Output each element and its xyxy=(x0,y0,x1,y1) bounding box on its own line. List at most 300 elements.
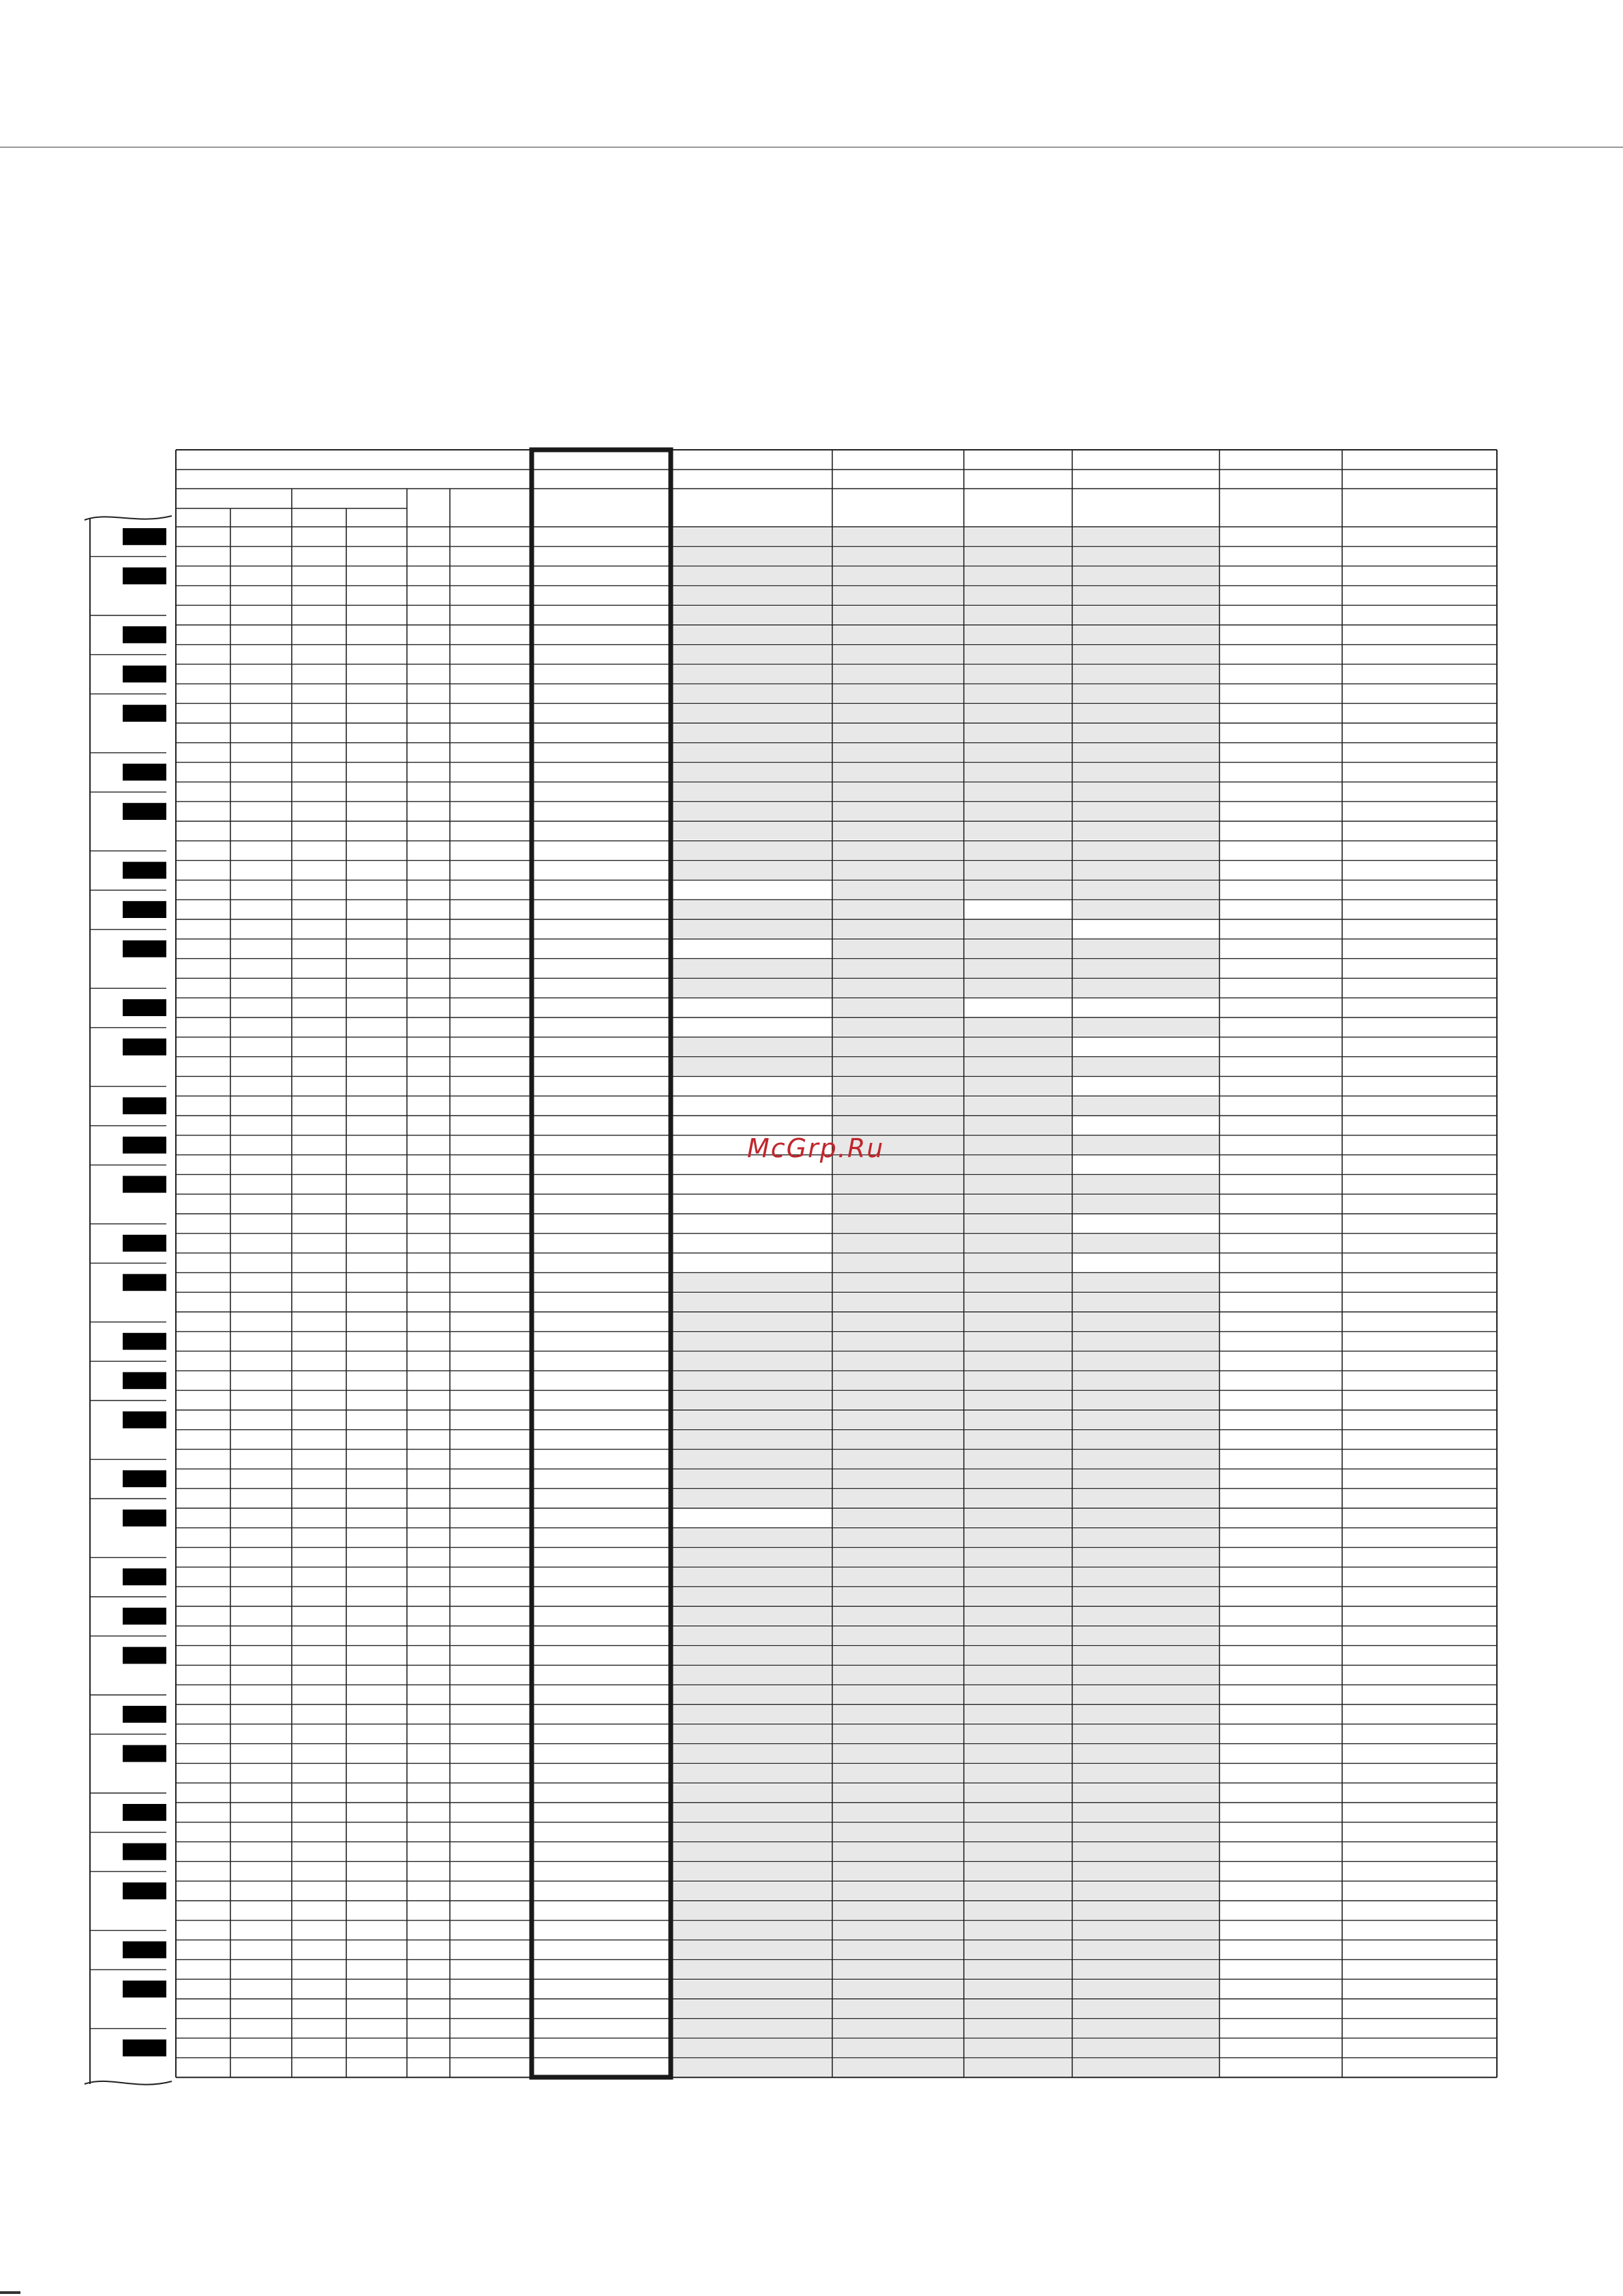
shaded-cell xyxy=(1073,2039,1219,2057)
shaded-cell xyxy=(833,1450,963,1468)
black-key xyxy=(123,1882,166,1899)
shaded-cell xyxy=(833,1706,963,1724)
shaded-cell xyxy=(965,1254,1072,1272)
black-key xyxy=(123,901,166,918)
shaded-cell xyxy=(965,1019,1072,1037)
shaded-cell xyxy=(965,1470,1072,1488)
shaded-cell xyxy=(1073,1372,1219,1390)
shaded-cell xyxy=(1073,1313,1219,1331)
black-key xyxy=(123,528,166,545)
shaded-cell xyxy=(671,1902,832,1920)
shaded-cell xyxy=(965,1706,1072,1724)
shaded-cell xyxy=(1073,528,1219,546)
shaded-cell xyxy=(833,1254,963,1272)
shaded-cell xyxy=(1073,1352,1219,1370)
shaded-cell xyxy=(965,1863,1072,1880)
black-key xyxy=(123,1137,166,1154)
shaded-cells xyxy=(671,528,1219,2077)
black-key xyxy=(123,1039,166,1056)
shaded-cell xyxy=(1073,1941,1219,1959)
shaded-cell xyxy=(833,1332,963,1350)
shaded-cell xyxy=(1073,1058,1219,1075)
shaded-cell xyxy=(671,1352,832,1370)
shaded-cell xyxy=(671,1764,832,1782)
shaded-cell xyxy=(833,2059,963,2077)
shaded-cell xyxy=(965,547,1072,565)
shaded-cell xyxy=(671,1961,832,1978)
shaded-cell xyxy=(1073,2059,1219,2077)
shaded-cell xyxy=(1073,1450,1219,1468)
shaded-cell xyxy=(671,979,832,997)
shaded-cell xyxy=(833,1510,963,1527)
shaded-cell xyxy=(965,1176,1072,1193)
shaded-cell xyxy=(671,803,832,821)
shaded-cell xyxy=(965,2000,1072,2018)
shaded-cell xyxy=(833,881,963,899)
shaded-cell xyxy=(1073,1392,1219,1409)
shaded-cell xyxy=(965,1352,1072,1370)
shaded-cell xyxy=(671,1666,832,1684)
shaded-cell xyxy=(1073,1804,1219,1822)
shaded-cell xyxy=(671,1430,832,1448)
piano-keyboard xyxy=(85,516,172,2085)
shaded-cell xyxy=(833,1804,963,1822)
shaded-cell xyxy=(671,1980,832,1998)
shaded-cell xyxy=(1073,1745,1219,1762)
shaded-cell xyxy=(965,1568,1072,1586)
shaded-cell xyxy=(833,607,963,624)
shaded-cell xyxy=(965,1686,1072,1704)
black-key xyxy=(123,1510,166,1527)
shaded-cell xyxy=(833,921,963,938)
shaded-cell xyxy=(833,1863,963,1880)
black-key xyxy=(123,1333,166,1350)
shaded-cell xyxy=(965,823,1072,840)
shaded-cell xyxy=(965,1490,1072,1507)
shaded-cell xyxy=(1073,665,1219,683)
shaded-cell xyxy=(1073,724,1219,742)
shaded-cell xyxy=(1073,1470,1219,1488)
black-key xyxy=(123,1608,166,1625)
shaded-cell xyxy=(965,587,1072,604)
shaded-cell xyxy=(965,1961,1072,1978)
shaded-cell xyxy=(833,861,963,879)
shaded-cell xyxy=(671,1450,832,1468)
shaded-cell xyxy=(965,567,1072,585)
shaded-cell xyxy=(671,1568,832,1586)
shaded-cell xyxy=(965,626,1072,644)
shaded-cell xyxy=(671,2019,832,2037)
shaded-cell xyxy=(1073,1019,1219,1037)
shaded-cell xyxy=(671,1725,832,1743)
shaded-cell xyxy=(671,1294,832,1311)
shaded-cell xyxy=(1073,1764,1219,1782)
shaded-cell xyxy=(671,960,832,977)
shaded-cell xyxy=(1073,1647,1219,1664)
shaded-cell xyxy=(833,1038,963,1056)
shaded-cell xyxy=(965,1627,1072,1644)
black-key xyxy=(123,1176,166,1193)
shaded-cell xyxy=(671,685,832,703)
black-key xyxy=(123,666,166,683)
shaded-cell xyxy=(833,1843,963,1861)
shaded-cell xyxy=(965,1215,1072,1233)
shaded-cell xyxy=(1073,1430,1219,1448)
shaded-cell xyxy=(1073,842,1219,859)
shaded-cell xyxy=(1073,1176,1219,1193)
shaded-cell xyxy=(1073,1490,1219,1507)
shaded-cell xyxy=(671,2059,832,2077)
shaded-cell xyxy=(965,1411,1072,1429)
shaded-cell xyxy=(671,1921,832,1939)
shaded-cell xyxy=(833,645,963,663)
shaded-cell xyxy=(833,901,963,919)
black-key xyxy=(123,1804,166,1821)
shaded-cell xyxy=(671,724,832,742)
shaded-cell xyxy=(833,1215,963,1233)
shaded-cell xyxy=(833,1902,963,1920)
shaded-cell xyxy=(671,1647,832,1664)
shaded-cell xyxy=(833,1686,963,1704)
shaded-cell xyxy=(833,1980,963,1998)
shaded-cell xyxy=(671,1332,832,1350)
shaded-cell xyxy=(1073,705,1219,722)
shaded-cell xyxy=(965,1058,1072,1075)
black-key xyxy=(123,1097,166,1114)
shaded-cell xyxy=(1073,763,1219,781)
shaded-cell xyxy=(671,587,832,604)
shaded-cell xyxy=(1073,1921,1219,1939)
shaded-cell xyxy=(1073,901,1219,919)
shaded-cell xyxy=(833,1745,963,1762)
shaded-cell xyxy=(833,1490,963,1507)
black-key xyxy=(123,1647,166,1664)
shaded-cell xyxy=(1073,1234,1219,1252)
shaded-cell xyxy=(1073,1863,1219,1880)
shaded-cell xyxy=(965,665,1072,683)
shaded-cell xyxy=(671,1490,832,1507)
shaded-cell xyxy=(1073,744,1219,761)
shaded-cell xyxy=(965,645,1072,663)
shaded-cell xyxy=(833,1195,963,1213)
shaded-cell xyxy=(833,567,963,585)
shaded-cell xyxy=(671,1863,832,1880)
shaded-cell xyxy=(965,1077,1072,1095)
shaded-cell xyxy=(1073,1195,1219,1213)
shaded-cell xyxy=(1073,1843,1219,1861)
shaded-cell xyxy=(671,1529,832,1546)
black-key xyxy=(123,1235,166,1252)
shaded-cell xyxy=(965,1332,1072,1350)
shaded-cell xyxy=(671,1588,832,1606)
shaded-cell xyxy=(833,2019,963,2037)
keyboard-break-top xyxy=(85,516,172,520)
shaded-cell xyxy=(965,783,1072,801)
shaded-cell xyxy=(833,999,963,1017)
shaded-cell xyxy=(671,1411,832,1429)
shaded-cell xyxy=(671,744,832,761)
shaded-cell xyxy=(965,1764,1072,1782)
shaded-cell xyxy=(965,1548,1072,1566)
shaded-cell xyxy=(965,1941,1072,1959)
shaded-cell xyxy=(965,842,1072,859)
shaded-cell xyxy=(833,823,963,840)
shaded-cell xyxy=(833,547,963,565)
shaded-cell xyxy=(1073,960,1219,977)
highlight-column-frame xyxy=(532,450,671,2077)
shaded-cell xyxy=(1073,940,1219,958)
shaded-cell xyxy=(833,1372,963,1390)
shaded-cell xyxy=(965,2019,1072,2037)
shaded-cell xyxy=(1073,1706,1219,1724)
shaded-cell xyxy=(833,1961,963,1978)
shaded-cell xyxy=(671,1274,832,1291)
shaded-cell xyxy=(965,1234,1072,1252)
black-key xyxy=(123,2040,166,2057)
black-key xyxy=(123,568,166,585)
shaded-cell xyxy=(965,1725,1072,1743)
shaded-cell xyxy=(1073,1548,1219,1566)
shaded-cell xyxy=(671,1608,832,1625)
shaded-cell xyxy=(965,1588,1072,1606)
shaded-cell xyxy=(965,1294,1072,1311)
shaded-cell xyxy=(671,783,832,801)
watermark-text: McGrp.Ru xyxy=(747,1133,885,1163)
shaded-cell xyxy=(671,2039,832,2057)
shaded-cell xyxy=(833,1097,963,1115)
shaded-cell xyxy=(833,783,963,801)
shaded-cell xyxy=(671,626,832,644)
shaded-cell xyxy=(833,1647,963,1664)
shaded-cell xyxy=(965,1666,1072,1684)
shaded-cell xyxy=(833,1548,963,1566)
shaded-cell xyxy=(965,1804,1072,1822)
shaded-cell xyxy=(833,1725,963,1743)
black-key xyxy=(123,764,166,781)
shaded-cell xyxy=(833,1313,963,1331)
shaded-cell xyxy=(1073,1725,1219,1743)
shaded-cell xyxy=(671,1882,832,1900)
black-key xyxy=(123,803,166,820)
shaded-cell xyxy=(671,2000,832,2018)
shaded-cell xyxy=(833,1882,963,1900)
shaded-cell xyxy=(833,1921,963,1939)
shaded-cell xyxy=(671,763,832,781)
shaded-cell xyxy=(1073,783,1219,801)
shaded-cell xyxy=(833,940,963,958)
shaded-cell xyxy=(965,763,1072,781)
shaded-cell xyxy=(833,724,963,742)
shaded-cell xyxy=(833,685,963,703)
shaded-cell xyxy=(833,1627,963,1644)
shaded-cell xyxy=(1073,587,1219,604)
shaded-cell xyxy=(1073,1961,1219,1978)
shaded-cell xyxy=(1073,979,1219,997)
shaded-cell xyxy=(1073,1332,1219,1350)
shaded-cell xyxy=(1073,645,1219,663)
black-key xyxy=(123,999,166,1016)
shaded-cell xyxy=(1073,1294,1219,1311)
black-key xyxy=(123,862,166,879)
shaded-cell xyxy=(833,1608,963,1625)
shaded-cell xyxy=(1073,1882,1219,1900)
black-key xyxy=(123,1942,166,1959)
shaded-cell xyxy=(671,1470,832,1488)
shaded-cell xyxy=(671,1784,832,1802)
shaded-cell xyxy=(833,665,963,683)
shaded-cell xyxy=(965,940,1072,958)
shaded-cell xyxy=(833,1588,963,1606)
shaded-cell xyxy=(965,1784,1072,1802)
shaded-cell xyxy=(1073,1588,1219,1606)
shaded-cell xyxy=(965,1980,1072,1998)
shaded-cell xyxy=(833,1470,963,1488)
shaded-cell xyxy=(833,1176,963,1193)
corner-mark xyxy=(0,2291,20,2294)
black-key xyxy=(123,940,166,958)
shaded-cell xyxy=(965,1921,1072,1939)
shaded-cell xyxy=(1073,1784,1219,1802)
shaded-cell xyxy=(965,528,1072,546)
shaded-cell xyxy=(965,1274,1072,1291)
shaded-cell xyxy=(833,1430,963,1448)
shaded-cell xyxy=(965,1117,1072,1135)
shaded-cell xyxy=(833,2000,963,2018)
shaded-cell xyxy=(965,803,1072,821)
shaded-cell xyxy=(833,1411,963,1429)
shaded-cell xyxy=(965,1902,1072,1920)
shaded-cell xyxy=(965,1136,1072,1154)
shaded-cell xyxy=(965,1038,1072,1056)
shaded-cell xyxy=(1073,1136,1219,1154)
shaded-cell xyxy=(671,823,832,840)
shaded-cell xyxy=(671,1313,832,1331)
shaded-cell xyxy=(1073,1097,1219,1115)
shaded-cell xyxy=(1073,607,1219,624)
shaded-cell xyxy=(833,528,963,546)
shaded-cell xyxy=(965,724,1072,742)
shaded-cell xyxy=(833,1077,963,1095)
shaded-cell xyxy=(1073,1686,1219,1704)
shaded-cell xyxy=(671,665,832,683)
shaded-cell xyxy=(1073,547,1219,565)
shaded-cell xyxy=(833,626,963,644)
shaded-cell xyxy=(965,881,1072,899)
shaded-cell xyxy=(833,744,963,761)
shaded-cell xyxy=(1073,1627,1219,1644)
shaded-cell xyxy=(671,607,832,624)
black-key xyxy=(123,1706,166,1723)
shaded-cell xyxy=(1073,1529,1219,1546)
shaded-cell xyxy=(965,1608,1072,1625)
shaded-cell xyxy=(965,1430,1072,1448)
shaded-cell xyxy=(833,1529,963,1546)
shaded-cell xyxy=(965,1647,1072,1664)
black-key xyxy=(123,1980,166,1997)
shaded-cell xyxy=(833,1294,963,1311)
shaded-cell xyxy=(1073,1411,1219,1429)
shaded-cell xyxy=(671,567,832,585)
shaded-cell xyxy=(833,979,963,997)
shaded-cell xyxy=(1073,1608,1219,1625)
shaded-cell xyxy=(833,1764,963,1782)
shaded-cell xyxy=(1073,1902,1219,1920)
shaded-cell xyxy=(965,1372,1072,1390)
black-key xyxy=(123,1568,166,1585)
shaded-cell xyxy=(671,528,832,546)
shaded-cell xyxy=(1073,1510,1219,1527)
shaded-cell xyxy=(965,705,1072,722)
shaded-cell xyxy=(1073,803,1219,821)
shaded-cell xyxy=(965,1843,1072,1861)
shaded-cell xyxy=(671,1706,832,1724)
shaded-cell xyxy=(965,1529,1072,1546)
shaded-cell xyxy=(833,1784,963,1802)
shaded-cell xyxy=(1073,685,1219,703)
shaded-cell xyxy=(1073,881,1219,899)
shaded-cell xyxy=(965,1882,1072,1900)
shaded-cell xyxy=(1073,1568,1219,1586)
black-key xyxy=(123,1274,166,1291)
shaded-cell xyxy=(671,705,832,722)
shaded-cell xyxy=(671,1941,832,1959)
shaded-cell xyxy=(671,1058,832,1075)
black-key xyxy=(123,1411,166,1428)
shaded-cell xyxy=(965,979,1072,997)
shaded-cell xyxy=(1073,861,1219,879)
shaded-cell xyxy=(833,587,963,604)
shaded-cell xyxy=(671,1843,832,1861)
shaded-cell xyxy=(965,1195,1072,1213)
shaded-cell xyxy=(965,1156,1072,1174)
shaded-cell xyxy=(671,861,832,879)
shaded-cell xyxy=(833,1392,963,1409)
shaded-cell xyxy=(671,547,832,565)
shaded-cell xyxy=(833,705,963,722)
shaded-cell xyxy=(833,1019,963,1037)
shaded-cell xyxy=(1073,2019,1219,2037)
shaded-cell xyxy=(833,1666,963,1684)
shaded-cell xyxy=(965,1097,1072,1115)
shaded-cell xyxy=(833,1352,963,1370)
shaded-cell xyxy=(671,901,832,919)
shaded-cell xyxy=(833,763,963,781)
shaded-cell xyxy=(833,960,963,977)
black-key xyxy=(123,1372,166,1389)
shaded-cell xyxy=(671,921,832,938)
shaded-cell xyxy=(833,842,963,859)
shaded-cell xyxy=(671,1627,832,1644)
shaded-cell xyxy=(671,1686,832,1704)
shaded-cell xyxy=(1073,2000,1219,2018)
shaded-cell xyxy=(965,921,1072,938)
shaded-cell xyxy=(965,2059,1072,2077)
black-key xyxy=(123,1843,166,1861)
shaded-cell xyxy=(1073,823,1219,840)
shaded-cell xyxy=(833,2039,963,2057)
shaded-cell xyxy=(965,1392,1072,1409)
keyboard-break-bottom xyxy=(85,2081,172,2085)
shaded-cell xyxy=(671,1372,832,1390)
shaded-cell xyxy=(965,744,1072,761)
shaded-cell xyxy=(833,1941,963,1959)
shaded-cell xyxy=(965,2039,1072,2057)
shaded-cell xyxy=(965,960,1072,977)
black-key xyxy=(123,705,166,722)
black-key xyxy=(123,1745,166,1762)
shaded-cell xyxy=(671,842,832,859)
shaded-cell xyxy=(1073,1980,1219,1998)
